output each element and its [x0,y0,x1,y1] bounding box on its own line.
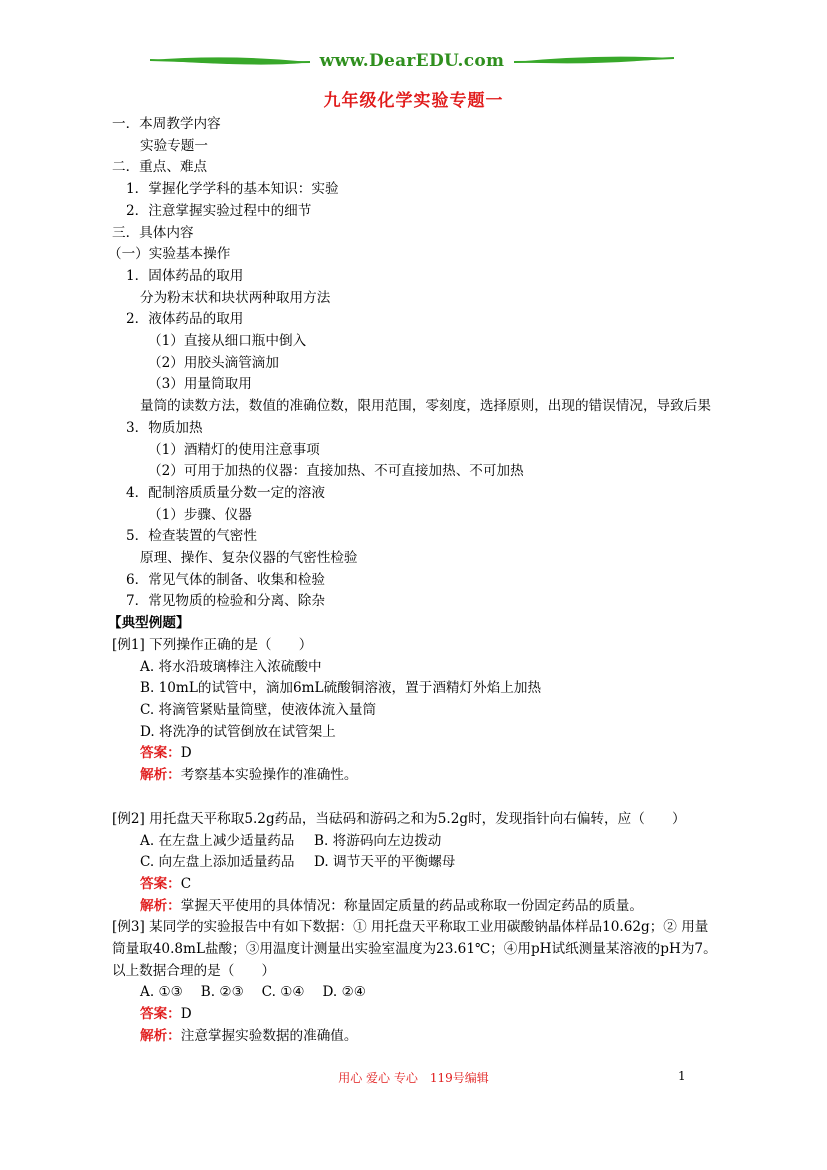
sub-item: （1）直接从细口瓶中倒入 [148,333,307,350]
section-heading: 三．具体内容 [112,224,194,241]
document-body [108,114,718,1048]
list-item: 5．检查装置的气密性 [126,528,257,545]
option: C. 向左盘上添加适量药品 [140,854,295,871]
section-heading: 二．重点、难点 [112,159,208,176]
answer-label: 答案： [140,875,181,892]
list-item: 4．配制溶质质量分数一定的溶液 [126,484,325,501]
answer-label: 答案： [140,1006,181,1023]
site-header [150,50,674,78]
example-1-answer [112,743,718,765]
option: B. 10mL的试管中，滴加6mL硫酸铜溶液，置于酒精灯外焰上加热 [140,680,542,697]
example-2-analysis [112,896,718,918]
sub-item: （2）用胶头滴管滴加 [148,354,279,371]
list-item: 3．物质加热 [126,419,203,436]
list-item: 2．注意掌握实验过程中的细节 [126,202,312,219]
answer-label: 答案： [140,745,181,762]
subsection-heading: （一）实验基本操作 [108,246,231,263]
answer-value: D [180,745,192,762]
section-heading: 一．本周教学内容 [112,116,221,132]
list-item: 1．固体药品的取用 [126,267,244,284]
answer-value: C [180,875,192,892]
option: C. 将滴管紧贴量筒壁，使液体流入量筒 [140,701,377,718]
sub-item: （2）可用于加热的仪器：直接加热、不可直接加热、不可加热 [148,463,524,480]
analysis-label: 解析： [140,1027,181,1044]
list-item: 2．液体药品的取用 [126,311,244,328]
sub-item: （1）酒精灯的使用注意事项 [148,441,320,458]
sub-item: （1）步骤、仪器 [148,506,252,523]
option: B. 将游码向左边拨动 [314,832,442,849]
list-item: 6．常见气体的制备、收集和检验 [126,571,325,588]
example-3-question: [例3] 某同学的实验报告中有如下数据：① 用托盘天平称取工业用碳酸钠晶体样品10.62g；② 用量筒量取40.8mL盐酸；③用温度计测量出实验室温度为23.61℃；④用pH试纸测量某溶液的pH为7。以上数据合理的是（ ） [112,919,717,979]
analysis-text: 掌握天平使用的具体情况：称量固定质量的药品或称取一份固定药品的质量。 [180,897,643,914]
option: A. 在左盘上减少适量药品 [140,832,295,849]
analysis-label: 解析： [140,767,181,784]
option-row [112,852,718,874]
footer-text: 用心 爱心 专心 119号编辑 [338,1071,489,1085]
page-number: 1 [678,1069,686,1083]
list-item: 7．常见物质的检验和分离、除杂 [126,593,325,610]
option: D. 调节天平的平衡螺母 [314,854,456,871]
item-paragraph: 量筒的读数方法，数值的准确位数，限用范围，零刻度，选择原则，出现的错误情况，导致后果 [140,398,711,415]
item-text: 分为粉末状和块状两种取用方法 [140,289,331,306]
example-3-answer [112,1004,718,1026]
sub-item: （3）用量筒取用 [148,376,252,393]
analysis-text: 注意掌握实验数据的准确值。 [180,1027,358,1044]
example-3-analysis [112,1026,718,1048]
list-item: 1．掌握化学学科的基本知识：实验 [126,181,339,198]
answer-value: D [180,1006,192,1023]
page-title: 九年级化学实验专题一 [323,91,504,111]
example-1-analysis [112,765,718,787]
item-text: 原理、操作、复杂仪器的气密性检验 [140,550,358,567]
option: A. 将水沿玻璃棒注入浓硫酸中 [140,658,322,675]
example-2-question: [例2] 用托盘天平称取5.2g药品，当砝码和游码之和为5.2g时，发现指针向右偏转，应（ ） [112,810,686,827]
analysis-text: 考察基本实验操作的准确性。 [180,767,358,784]
site-url: www.DearEDU.com [319,51,505,71]
analysis-label: 解析： [140,897,181,914]
example-1-question: [例1] 下列操作正确的是（ ） [112,636,313,653]
option-row [112,831,718,853]
option: D. 将洗净的试管倒放在试管架上 [140,723,336,740]
examples-heading: 【典型例题】 [108,615,190,632]
section-text: 实验专题一 [140,137,208,154]
example-2-answer [112,874,718,896]
option-row: A. ①③ B. ②③ C. ①④ D. ②④ [140,984,366,1001]
